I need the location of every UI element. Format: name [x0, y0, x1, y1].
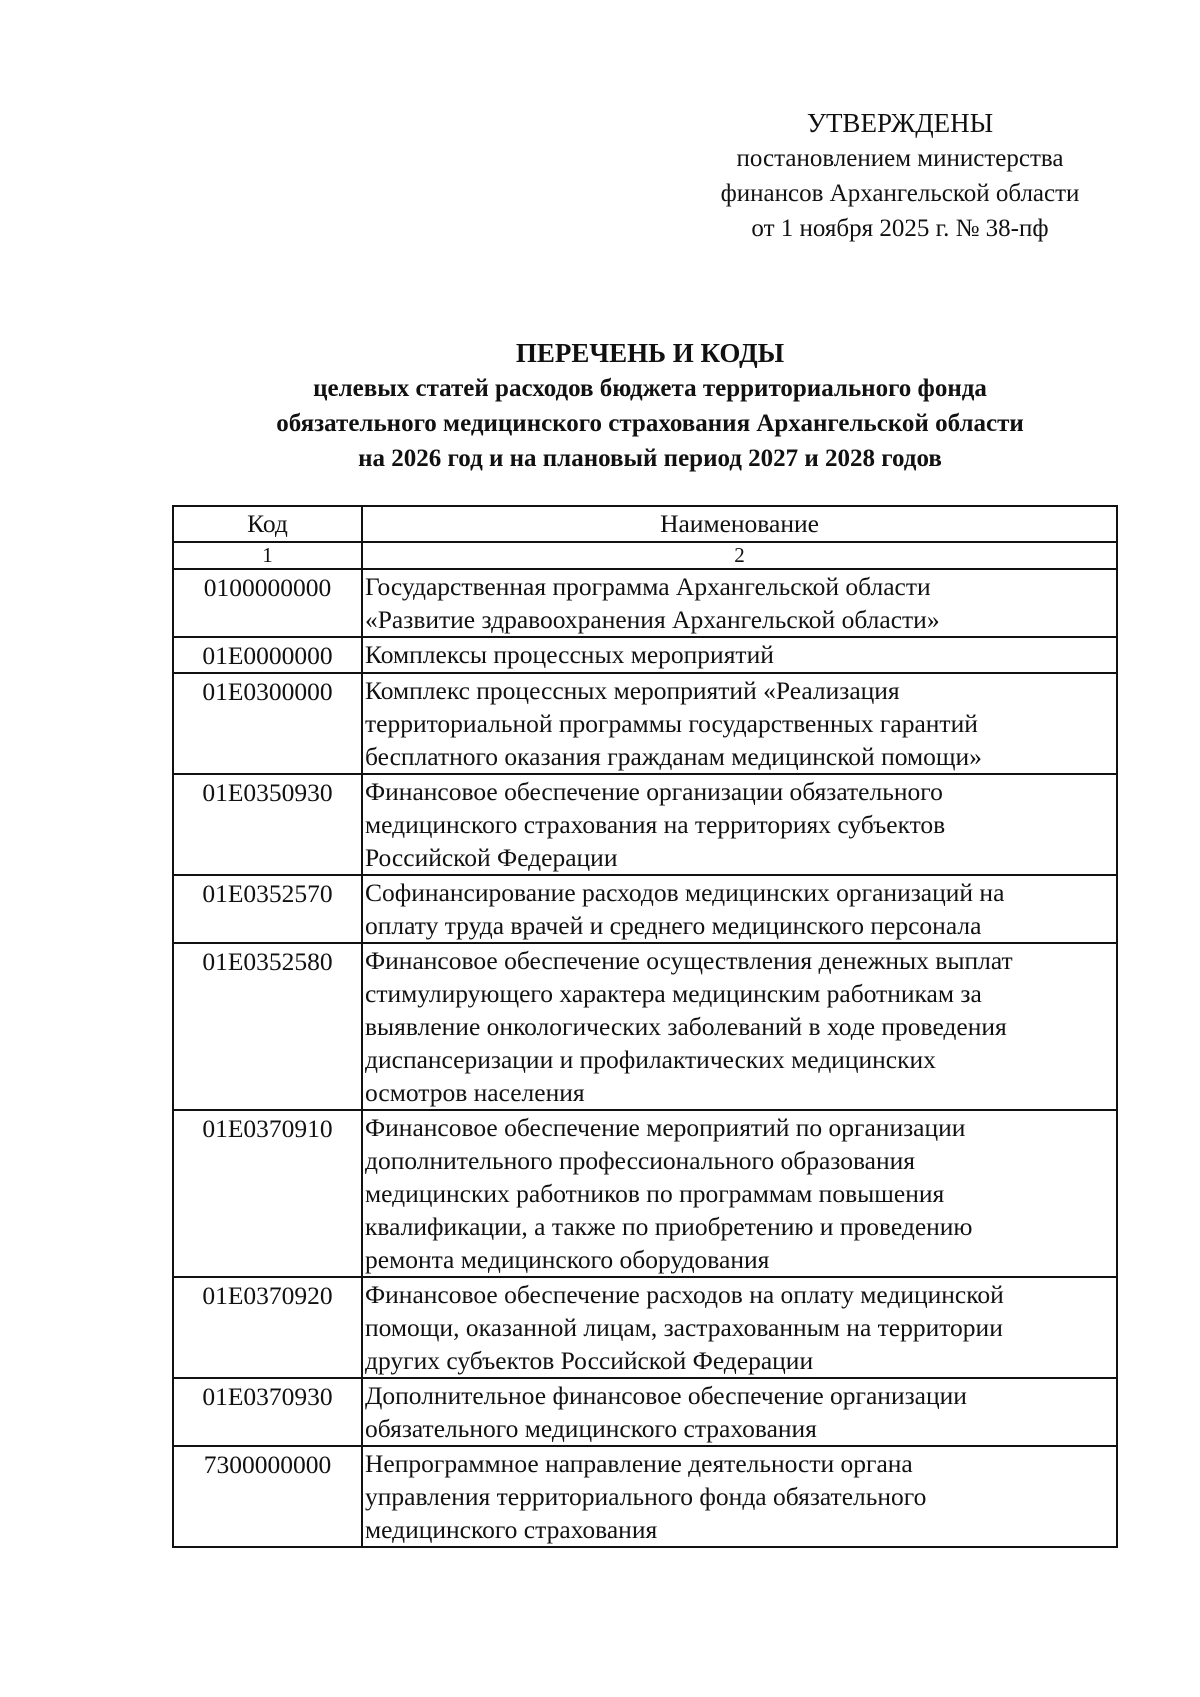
title-line-4: на 2026 год и на плановый период 2027 и 2028 годов: [358, 445, 942, 472]
title-line-2: целевых статей расходов бюджета территориального фонда: [313, 375, 987, 402]
row-name-line: медицинского страхования на территориях субъектов: [365, 810, 946, 839]
row-name-line: медицинского страхования: [365, 1515, 658, 1544]
column-number-1: 1: [173, 542, 362, 569]
row-name-line: Непрограммное направление деятельности органа: [365, 1449, 913, 1478]
row-name-line: других субъектов Российской Федерации: [365, 1346, 814, 1375]
row-name-line: помощи, оказанной лицам, застрахованным на территории: [365, 1313, 1003, 1342]
approval-block: [690, 106, 1110, 246]
row-name-line: стимулирующего характера медицинским работникам за: [365, 979, 982, 1008]
row-name-line: Софинансирование расходов медицинских организаций на: [365, 878, 1005, 907]
row-code: 01Е0370930: [173, 1378, 362, 1446]
row-name: [362, 943, 1117, 1110]
row-name: [362, 1378, 1117, 1446]
row-name-line: Российской Федерации: [365, 843, 618, 872]
approval-line-4: от 1 ноября 2025 г. № 38-пф: [751, 215, 1049, 242]
row-name-line: квалификации, а также по приобретению и проведению: [365, 1212, 973, 1241]
row-name: [362, 774, 1117, 875]
table-header-row: [173, 506, 1117, 542]
table-row: [173, 673, 1117, 774]
codes-table: [172, 505, 1118, 1548]
row-name-line: Комплексы процессных мероприятий: [365, 640, 774, 669]
row-name-line: Финансовое обеспечение осуществления денежных выплат: [365, 946, 1013, 975]
table-row: [173, 1378, 1117, 1446]
row-name: [362, 1277, 1117, 1378]
table-row: [173, 637, 1117, 673]
table-row: [173, 1277, 1117, 1378]
table-row: [173, 1110, 1117, 1277]
row-name-line: ремонта медицинского оборудования: [365, 1245, 770, 1274]
row-code: 01Е0370920: [173, 1277, 362, 1378]
row-name: [362, 1110, 1117, 1277]
row-name: [362, 637, 1117, 673]
row-name: [362, 1446, 1117, 1547]
row-name-line: Финансовое обеспечение мероприятий по организации: [365, 1113, 966, 1142]
table-row: [173, 569, 1117, 637]
row-name-line: выявление онкологических заболеваний в ходе проведения: [365, 1012, 1007, 1041]
row-name-line: «Развитие здравоохранения Архангельской области»: [365, 605, 940, 634]
row-name: [362, 569, 1117, 637]
table-row: [173, 774, 1117, 875]
row-name: [362, 875, 1117, 943]
title-main: ПЕРЕЧЕНЬ И КОДЫ: [515, 338, 785, 368]
row-name-line: управления территориального фонда обязательного: [365, 1482, 927, 1511]
approval-heading: УТВЕРЖДЕНЫ: [806, 108, 994, 138]
row-name-line: оплату труда врачей и среднего медицинского персонала: [365, 911, 982, 940]
row-code: 01Е0352570: [173, 875, 362, 943]
row-name-line: Государственная программа Архангельской области: [365, 572, 931, 601]
row-name-line: Дополнительное финансовое обеспечение организации: [365, 1381, 967, 1410]
row-code: 01Е0000000: [173, 637, 362, 673]
approval-line-2: постановлением министерства: [736, 145, 1064, 172]
row-code: 01Е0370910: [173, 1110, 362, 1277]
column-number-2: 2: [362, 542, 1117, 569]
header-name: Наименование: [362, 506, 1117, 542]
table-row: [173, 1446, 1117, 1547]
header-code: Код: [173, 506, 362, 542]
row-name-line: Финансовое обеспечение расходов на оплату медицинской: [365, 1280, 1004, 1309]
row-name-line: обязательного медицинского страхования: [365, 1414, 817, 1443]
row-name-line: дополнительного профессионального образования: [365, 1146, 916, 1175]
row-code: 01Е0352580: [173, 943, 362, 1110]
row-code: 7300000000: [173, 1446, 362, 1547]
row-name-line: Финансовое обеспечение организации обязательного: [365, 777, 943, 806]
row-code: 0100000000: [173, 569, 362, 637]
row-name-line: осмотров населения: [365, 1078, 585, 1107]
approval-line-3: финансов Архангельской области: [720, 180, 1080, 207]
row-name-line: бесплатного оказания гражданам медицинской помощи»: [365, 742, 982, 771]
row-name-line: медицинских работников по программам повышения: [365, 1179, 945, 1208]
row-name-line: территориальной программы государственных гарантий: [365, 709, 978, 738]
table-row: [173, 943, 1117, 1110]
row-name: [362, 673, 1117, 774]
title-line-3: обязательного медицинского страхования Архангельской области: [276, 410, 1024, 437]
row-code: 01Е0350930: [173, 774, 362, 875]
row-code: 01Е0300000: [173, 673, 362, 774]
row-name-line: Комплекс процессных мероприятий «Реализация: [365, 676, 900, 705]
document-title: [100, 336, 1200, 476]
column-number-row: [173, 542, 1117, 569]
table-row: [173, 875, 1117, 943]
row-name-line: диспансеризации и профилактических медицинских: [365, 1045, 936, 1074]
